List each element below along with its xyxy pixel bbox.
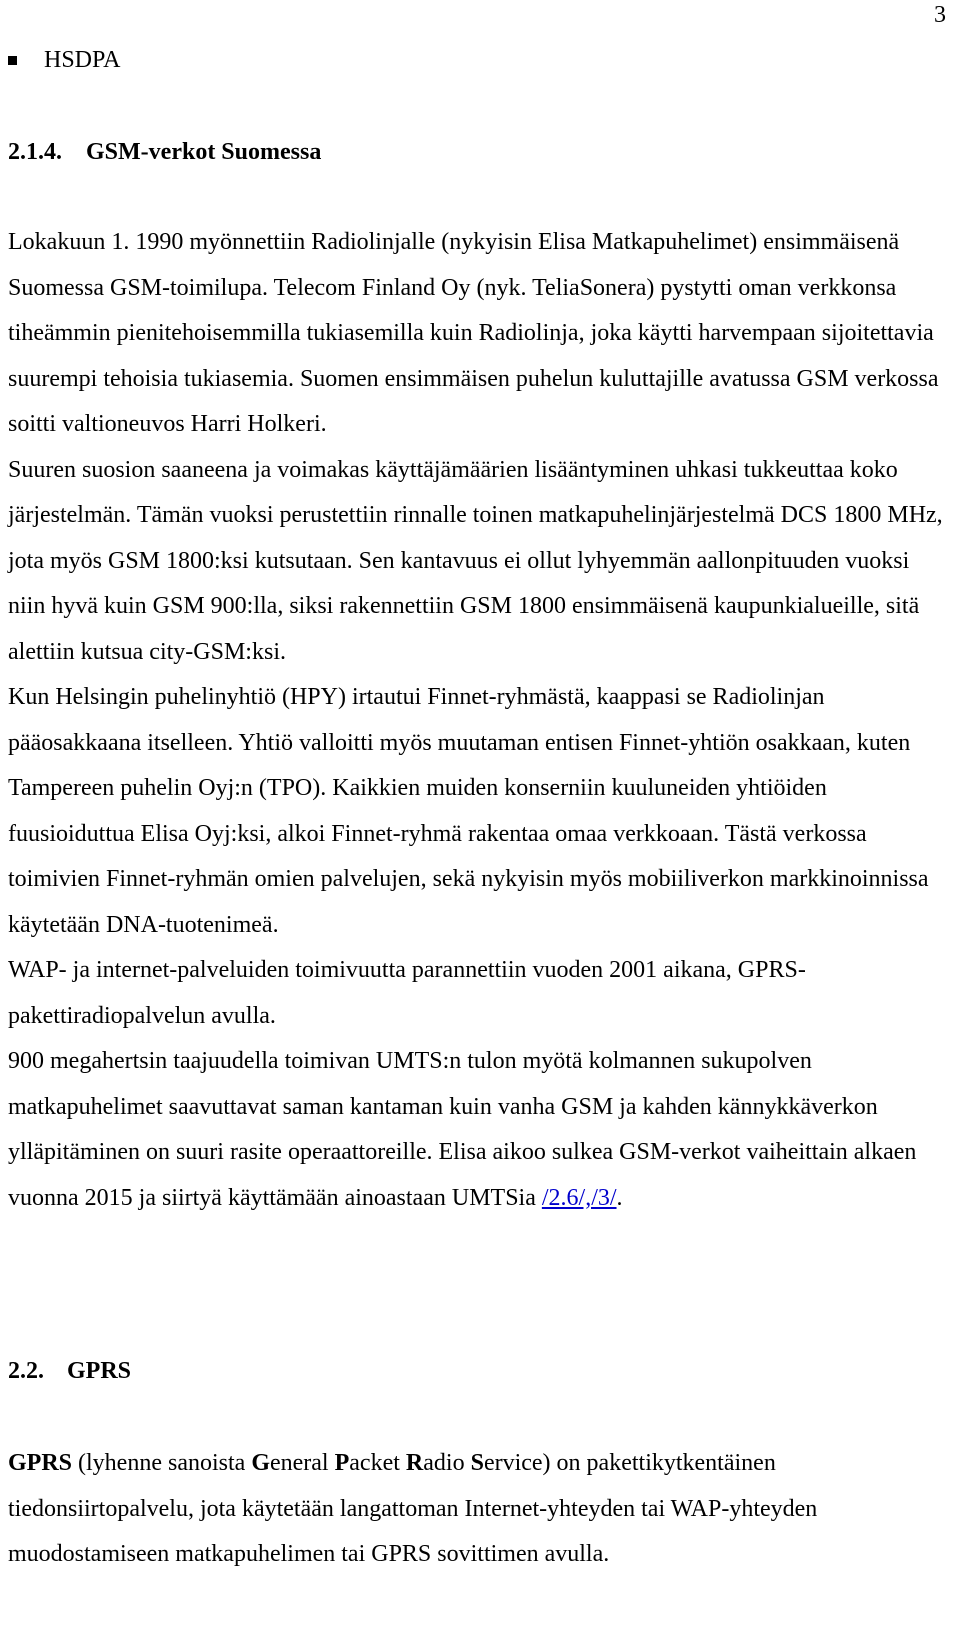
section-heading-2-2 [8, 1356, 131, 1386]
paragraph: GPRS (lyhenne sanoista General Packet Radio Service) on pakettikytkentäinen tiedonsiirtopalvelu, jota käytetään langattoman Internet-yhteyden tai WAP-yhteyden muodostamiseen matkapuhelimen tai GPRS sovittimen avulla. [8, 1450, 818, 1567]
section-number: 2.2. [8, 1358, 44, 1384]
paragraph-end: . [616, 1184, 623, 1211]
paragraph: Lokakuun 1. 1990 myönnettiin Radiolinjalle (nykyisin Elisa Matkapuhelimet) ensimmäisenä Suomessa GSM-toimilupa. Telecom Finland Oy (nyk. TeliaSonera) pystytti oman verkkonsa tiheämmin pienitehoisemmilla tukiasemilla kuin Radiolinja, joka käytti harvempaan sijoitettavia suurempi tehoisia tukiasemia. Suomen ensimmäisen puhelun kuluttajille avatussa GSM verkossa soitti valtioneuvos Harri Holkeri. [8, 229, 939, 437]
square-bullet-icon [8, 56, 17, 65]
paragraph [8, 1039, 948, 1221]
gprs-description [8, 1441, 948, 1578]
section-title: GPRS [67, 1358, 132, 1384]
paragraph: Suuren suosion saaneena ja voimakas käyttäjämäärien lisääntyminen uhkasi tukkeuttaa koko järjestelmän. Tämän vuoksi perustettiin rinnalle toinen matkapuhelinjärjestelmä DCS 1800 MHz, jota myös GSM 1800:ksi kutsutaan. Sen kantavuus ei ollut lyhyemmän aallonpituuden vuoksi niin hyvä kuin GSM 900:lla, siksi rakennettiin GSM 1800 ensimmäisenä kaupunkialueille, sitä alettiin kutsua city-GSM:ksi. [8, 456, 943, 665]
paragraph-text: 900 megahertsin taajuudella toimivan UMTS:n tulon myötä kolmannen sukupolven matkapuhelimet saavuttavat saman kantaman kuin vanha GSM ja kahden kännykkäverkon ylläpitäminen on suuri rasite operaattoreille. Elisa aikoo sulkea GSM-verkot vaiheittain alkaen vuonna 2015 ja siirtyä käyttämään ainoastaan UMTSia [8, 1048, 917, 1211]
section-title: GSM-verkot Suomessa [86, 139, 322, 165]
section-heading-2-1-4 [8, 137, 321, 167]
bullet-text: HSDPA [44, 47, 121, 73]
reference-link[interactable]: /2.6/,/3/ [541, 1184, 617, 1211]
paragraph: Kun Helsingin puhelinyhtiö (HPY) irtautui Finnet-ryhmästä, kaappasi se Radiolinjan pääosakkaana itselleen. Yhtiö valloitti myös muutaman entisen Finnet-yhtiön osakkaan, kuten Tampereen puhelin Oyj:n (TPO). Kaikkien muiden konserniin kuuluneiden yhtiöiden fuusioiduttua Elisa Oyj:ksi, alkoi Finnet-ryhmä rakentaa omaa verkkoaan. Tästä verkossa toimivien Finnet-ryhmän omien palvelujen, sekä nykyisin myös mobiiliverkon markkinoinnissa käytetään DNA-tuotenimeä. [8, 684, 929, 938]
paragraph: WAP- ja internet-palveluiden toimivuutta parannettiin vuoden 2001 aikana, GPRS-pakettiradiopalvelun avulla. [8, 957, 806, 1029]
page-number: 3 [934, 2, 946, 28]
gprs-term: GPRS [8, 1450, 73, 1476]
body-text [8, 220, 948, 1221]
bullet-list-item [8, 45, 121, 75]
section-number: 2.1.4. [8, 139, 62, 165]
